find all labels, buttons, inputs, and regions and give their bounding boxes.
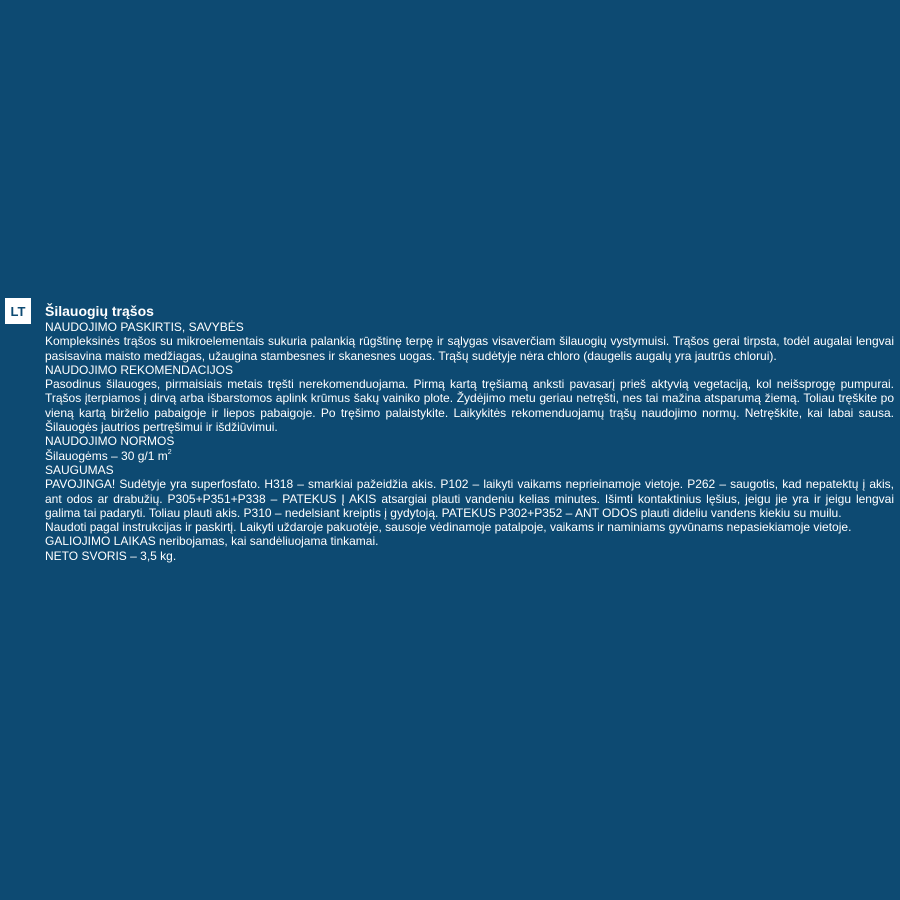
net-weight-text: NETO SVORIS – 3,5 kg. [45, 548, 177, 563]
purpose-heading: NAUDOJIMO PASKIRTIS, SAVYBĖS [45, 320, 244, 334]
purpose-text: Kompleksinės trąšos su mikroelementais sukuria palankią rūgštinę terpę ir sąlygas visaverčiam šilauogių vystymuisi. Trąšos gerai tirpsta, todėl augalai lengvai pasisavina maisto medžiagas, užaugina stambesnes ir skanesnes uogas. Trąšų sudėtyje nėra chloro (daugelis augalų yra jautrūs chlorui). [45, 334, 894, 363]
storage-text: Naudoti pagal instrukcijas ir paskirtį. Laikyti uždaroje pakuotėje, sausoje vėdinamoje patalpoje, vaikams ir naminiams gyvūnams nepasiekiamoje vietoje. [45, 520, 852, 535]
norms-text [45, 449, 894, 463]
norms-heading: NAUDOJIMO NORMOS [45, 434, 175, 449]
language-badge: LT [5, 298, 31, 324]
recommendations-heading: NAUDOJIMO REKOMENDACIJOS [45, 362, 234, 377]
safety-text: PAVOJINGA! Sudėtyje yra superfosfato. H318 – smarkiai pažeidžia akis. P102 – laikyti vaikams neprieinamoje vietoje. P262 – saugotis, kad nepatektų į akis, ant odos ar drabužių. P305+P351+P338 – PATEKUS Į AKIS atsargiai plauti vandeniu kelias minutes. Išimti kontaktinius lęšius, jeigu jie yra ir jeigu lengvai galima tai padaryti. Toliau plauti akis. P310 – nedelsiant kreiptis į gydytoją. PATEKUS P302+P352 – ANT ODOS plauti dideliu vandens kiekiu su muilu. [45, 477, 894, 520]
product-title: Šilauogių trąšos [45, 303, 154, 319]
recommendations-text: Pasodinus šilauoges, pirmaisiais metais tręšti nerekomenduojama. Pirmą kartą tręšiamą anksti pavasarį prieš aktyvią vegetaciją, kol neišsprogę pumpurai. Trąšos įterpiamos į dirvą arba išbarstomos aplink krūmus šakų vainiko plote. Žydėjimo metu geriau netręšti, nes tai mažina atsparumą žiemą. Toliau tręškite po vieną kartą birželio pabaigoje ir liepos pabaigoje. Po tręšimo palaistykite. Laikykitės rekomenduojamų trąšų naudojimo normų. Netręškite, kai labai sausa. Šilauogės jautrios pertręšimui ir išdžiūvimui. [45, 377, 894, 435]
validity-text: GALIOJIMO LAIKAS neribojamas, kai sandėliuojama tinkamai. [45, 534, 379, 549]
safety-heading: SAUGUMAS [45, 462, 114, 477]
norms-value: Šilauogėms – 30 g/1 m [45, 448, 168, 463]
label-text-block [45, 303, 894, 563]
norms-unit-superscript: 2 [167, 448, 172, 456]
